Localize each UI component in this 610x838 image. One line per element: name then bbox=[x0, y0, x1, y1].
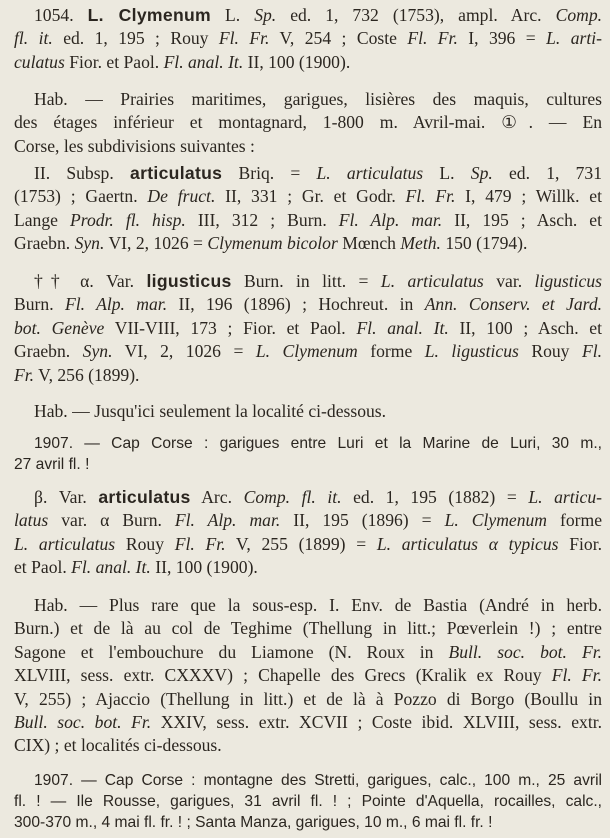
locality-line: 1907. — Cap Corse : montagne des Stretti, garigues, calc., 100 m., 25 avril bbox=[34, 772, 602, 789]
var-alpha-line: bot. Genève VII-VIII, 173 ; Fior. et Paol. Fl. anal. It. II, 100 ; Asch. et bbox=[14, 317, 602, 338]
habitat-line: Hab. — Plus rare que la sous-esp. I. Env. de Bastia (André in herb. bbox=[34, 595, 602, 615]
subsp-line: II. Subsp. articulatus Briq. = L. articulatus L. Sp. ed. 1, 731 bbox=[34, 163, 602, 183]
var-alpha-line: Graebn. Syn. VI, 2, 1026 = L. Clymenum forme L. ligusticus Rouy Fl. bbox=[14, 341, 602, 362]
locality-line: 1907. — Cap Corse : garigues entre Luri et la Marine de Luri, 30 m., bbox=[34, 435, 602, 452]
locality-paragraph bbox=[14, 433, 602, 475]
entry-line: fl. it. ed. 1, 195 ; Rouy Fl. Fr. V, 254 ; Coste Fl. Fr. I, 396 = L. arti- bbox=[14, 28, 602, 49]
var-beta-line: et Paol. Fl. anal. It. II, 100 (1900). bbox=[14, 557, 258, 578]
subspecies-paragraph bbox=[14, 162, 602, 256]
var-beta-line: latus var. α Burn. Fl. Alp. mar. II, 195 (1896) = L. Clymenum forme bbox=[14, 510, 602, 531]
habitat-line: Bull. soc. bot. Fr. XXIV, sess. extr. XCVII ; Coste ibid. XLVIII, sess. extr. bbox=[14, 711, 602, 732]
subsp-line: Graebn. Syn. VI, 2, 1026 = Clymenum bicolor Mœnch Meth. 150 (1794). bbox=[14, 233, 528, 254]
habitat-line: Burn.) et de là au col de Teghime (Thellung in litt.; Pœverlein !) ; entre bbox=[14, 618, 602, 639]
habitat-line: XLVIII, sess. extr. CXXXV) ; Chapelle des Grecs (Kralik ex Rouy Fl. Fr. bbox=[14, 665, 602, 686]
species-name: L. Clymenum bbox=[87, 5, 211, 25]
variety-alpha-paragraph bbox=[14, 270, 602, 387]
locality-line: 27 avril fl. ! bbox=[14, 456, 90, 473]
species-entry bbox=[14, 4, 602, 74]
habitat-line: Sagone et l'embouchure du Liamone (N. Roux in Bull. soc. bot. Fr. bbox=[14, 641, 602, 662]
locality-line: fl. ! — Ile Rousse, garigues, 31 avril fl. ! ; Pointe d'Aquella, rocailles, calc., bbox=[14, 793, 602, 810]
habitat-paragraph bbox=[14, 88, 602, 158]
var-beta-line: L. articulatus Rouy Fl. Fr. V, 255 (1899) = L. articulatus α typicus Fior. bbox=[14, 533, 602, 554]
subsp-line: (1753) ; Gaertn. De fruct. II, 331 ; Gr. et Godr. Fl. Fr. I, 479 ; Willk. et bbox=[14, 186, 602, 207]
habitat-line: CIX) ; et localités ci-dessous. bbox=[14, 735, 222, 756]
habitat-line: Hab. — Prairies maritimes, garigues, lisières des maquis, cultures bbox=[34, 89, 602, 109]
habitat-paragraph bbox=[14, 594, 602, 758]
variety-beta-paragraph bbox=[14, 486, 602, 580]
subsp-line: Lange Prodr. fl. hisp. III, 312 ; Burn. Fl. Alp. mar. II, 195 ; Asch. et bbox=[14, 209, 602, 230]
entry-line: culatus Fior. et Paol. Fl. anal. It. II, 100 (1900). bbox=[14, 51, 351, 72]
var-alpha-line: Burn. Fl. Alp. mar. II, 196 (1896) ; Hochreut. in Ann. Conserv. et Jard. bbox=[14, 294, 602, 315]
habitat-line: V, 255) ; Ajaccio (Thellung in litt.) et de là à Pozzo di Borgo (Boullu in bbox=[14, 688, 602, 709]
locality-line: 300-370 m., 4 mai fl. fr. ! ; Santa Manza, garigues, 10 m., 6 mai fl. fr. ! bbox=[14, 814, 493, 831]
habitat-line: des étages inférieur et montagnard, 1-800 m. Avril-mai. ①. — En bbox=[14, 112, 602, 133]
var-beta-line: β. Var. articulatus Arc. Comp. fl. it. ed. 1, 195 (1882) = L. articu- bbox=[34, 487, 602, 507]
entry-line: 1054. L. Clymenum L. Sp. ed. 1, 732 (1753), ampl. Arc. Comp. bbox=[34, 5, 602, 25]
habitat-line: Hab. — Jusqu'ici seulement la localité ci-dessous. bbox=[34, 401, 387, 421]
locality-paragraph bbox=[14, 770, 602, 833]
var-alpha-line: †† α. Var. ligusticus Burn. in litt. = L. articulatus var. ligusticus bbox=[34, 271, 602, 291]
var-alpha-line: Fr. V, 256 (1899). bbox=[14, 364, 140, 385]
habitat-line: Corse, les subdivisions suivantes : bbox=[14, 135, 255, 156]
habitat-paragraph bbox=[14, 400, 602, 423]
